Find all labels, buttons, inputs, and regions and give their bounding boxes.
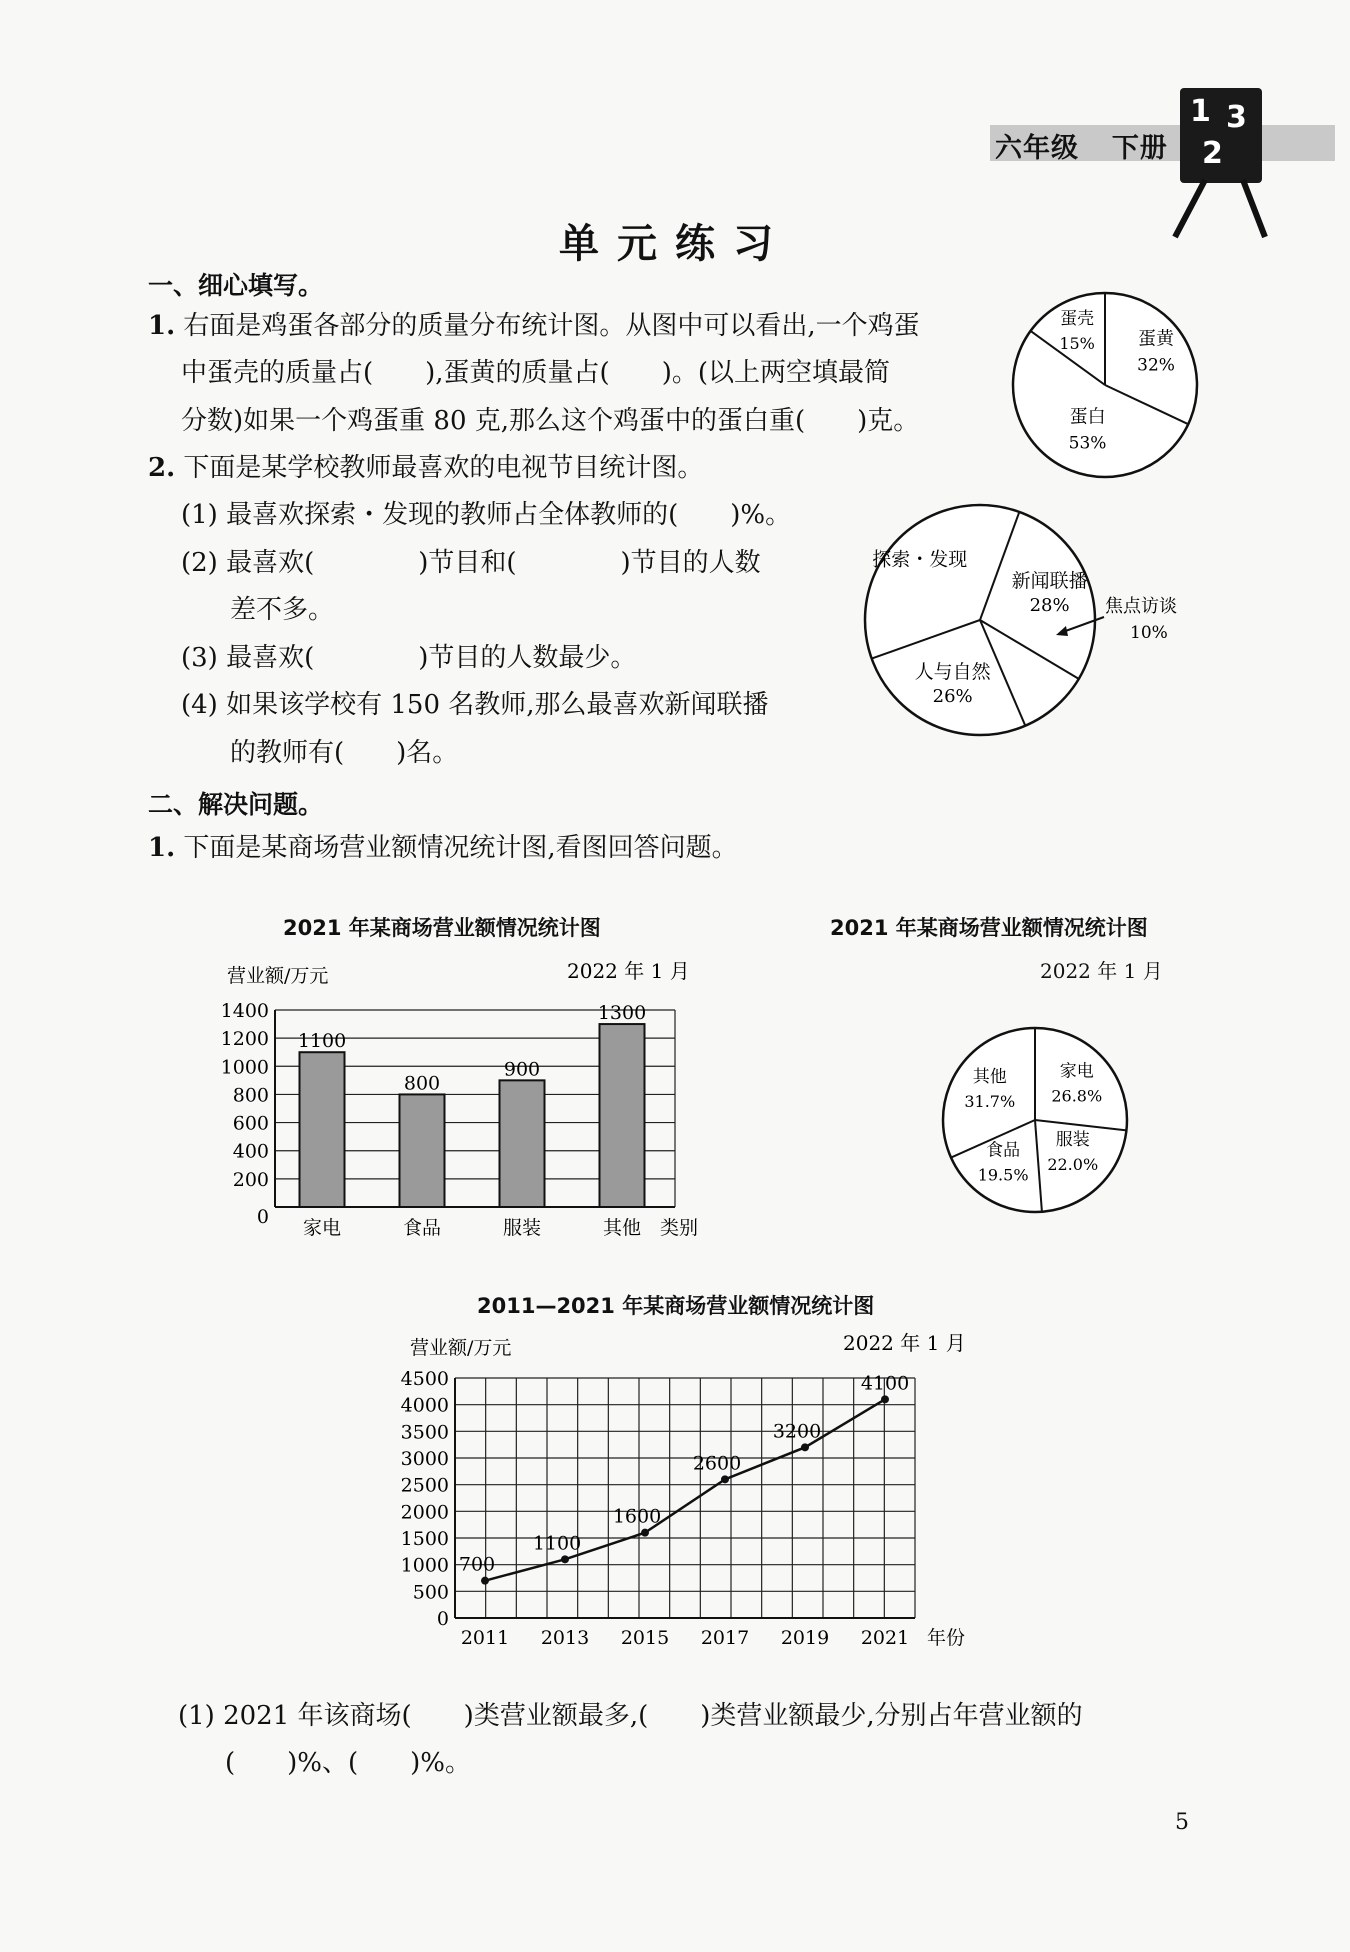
- q2-item-2: (2) 最喜欢( )节目和( )节目的人数: [181, 548, 761, 578]
- q2-intro: 下面是某学校教师最喜欢的电视节目统计图。: [183, 453, 704, 483]
- bar-chart-ytick: 1400: [220, 1000, 269, 1022]
- bar-chart-ytick: 0: [256, 1206, 269, 1228]
- bar-chart-bar: [400, 1094, 445, 1207]
- line-chart-ytick: 3000: [400, 1448, 449, 1470]
- q1-line-1: [148, 308, 920, 344]
- q2-item-4-cont: 的教师有( )名。: [230, 738, 459, 768]
- q1-text-1: 右面是鸡蛋各部分的质量分布统计图。从图中可以看出,一个鸡蛋: [183, 311, 920, 341]
- line-chart-point: [481, 1577, 489, 1585]
- line-chart-xlabel: 年份: [927, 1627, 966, 1649]
- sales-pie-value: 19.5%: [977, 1165, 1029, 1185]
- line-chart-ytick: 500: [412, 1581, 449, 1604]
- s2-sub1-line-2: ( )%、( )%。: [225, 1748, 471, 1778]
- q1-number: 1.: [148, 311, 176, 341]
- line-chart-title: 2011—2021 年某商场营业额情况统计图: [477, 1294, 875, 1318]
- bar-chart-data-label: 800: [403, 1072, 441, 1095]
- q2-intro-line: [148, 450, 703, 486]
- egg-pie-chart: [1000, 285, 1210, 485]
- line-chart-point: [881, 1395, 889, 1403]
- line-chart-ytick: 1500: [400, 1528, 449, 1550]
- line-chart-xtick: 2013: [540, 1627, 590, 1649]
- bar-chart-ylabel: 营业额/万元: [227, 965, 329, 987]
- sales-pie-date: 2022 年 1 月: [1040, 959, 1163, 983]
- bar-chart-data-label: 1300: [597, 1002, 647, 1025]
- bar-chart-category-label: 其他: [602, 1217, 642, 1239]
- tv-pie-label: 人与自然: [914, 660, 991, 683]
- line-chart: [395, 1320, 995, 1660]
- egg-pie-value: 32%: [1137, 355, 1175, 376]
- logo-number-1: 1: [1190, 94, 1211, 129]
- line-chart-xtick: 2015: [620, 1627, 670, 1649]
- sales-pie-label: 其他: [972, 1066, 1007, 1087]
- tv-pie-value: 26%: [932, 685, 973, 707]
- section2-heading: 二、解决问题。: [148, 790, 324, 819]
- line-chart-date: 2022 年 1 月: [843, 1331, 966, 1355]
- logo-number-3: 3: [1226, 100, 1247, 135]
- bar-chart-ytick: 800: [232, 1084, 269, 1107]
- line-chart-data-label: 2600: [692, 1452, 742, 1475]
- sales-pie-title: 2021 年某商场营业额情况统计图: [830, 916, 1148, 940]
- egg-pie-label: 蛋壳: [1060, 309, 1095, 330]
- line-chart-ytick: 3500: [400, 1421, 449, 1444]
- line-chart-xtick: 2017: [700, 1627, 750, 1649]
- q2-item-4: (4) 如果该学校有 150 名教师,那么最喜欢新闻联播: [181, 690, 769, 720]
- bar-chart-ytick: 1200: [220, 1028, 269, 1051]
- line-chart-point: [721, 1475, 729, 1483]
- tv-pie-value: 10%: [1130, 623, 1168, 643]
- bar-chart-xlabel: 类别: [660, 1217, 699, 1239]
- bar-chart-ytick: 600: [232, 1112, 269, 1135]
- q1-line-3: 分数)如果一个鸡蛋重 80 克,那么这个鸡蛋中的蛋白重( )克。: [181, 406, 920, 436]
- s2-q1-line: [148, 830, 738, 866]
- sales-pie-chart: [935, 1020, 1135, 1220]
- s2-q1-intro: 下面是某商场营业额情况统计图,看图回答问题。: [183, 833, 738, 863]
- line-chart-ytick: 4000: [400, 1394, 449, 1417]
- line-chart-data-label: 700: [458, 1553, 496, 1576]
- egg-pie-label: 蛋黄: [1138, 328, 1175, 350]
- bar-chart-bar: [500, 1080, 545, 1207]
- line-chart-data-label: 3200: [772, 1420, 822, 1443]
- q2-item-2-cont: 差不多。: [230, 595, 335, 625]
- tv-pie-label: 新闻联播: [1011, 569, 1088, 592]
- grade-label: [995, 126, 1168, 165]
- grade-text: 六年级: [995, 133, 1079, 164]
- page-title: 单元练习: [559, 221, 791, 267]
- bar-chart: [215, 945, 725, 1245]
- line-chart-ytick: 1000: [400, 1554, 449, 1577]
- sales-pie-label: 服装: [1055, 1130, 1090, 1151]
- q2-number: 2.: [148, 453, 176, 483]
- sales-pie-value: 31.7%: [964, 1091, 1016, 1111]
- bar-chart-category-label: 家电: [302, 1217, 342, 1239]
- line-chart-ylabel: 营业额/万元: [410, 1337, 512, 1359]
- bar-chart-bar: [300, 1052, 345, 1207]
- egg-pie-label: 蛋白: [1069, 406, 1106, 428]
- sales-pie-label: 食品: [986, 1140, 1021, 1161]
- line-chart-xtick: 2019: [780, 1627, 830, 1649]
- sales-pie-value: 26.8%: [1051, 1086, 1103, 1106]
- egg-pie-value: 53%: [1068, 433, 1107, 454]
- s2-q1-number: 1.: [148, 833, 176, 863]
- tv-pie-value: 28%: [1029, 594, 1070, 616]
- q2-item-3: (3) 最喜欢( )节目的人数最少。: [181, 643, 637, 673]
- line-chart-data-label: 1100: [532, 1532, 582, 1555]
- bar-chart-ytick: 200: [232, 1168, 269, 1191]
- bar-chart-data-label: 1100: [297, 1030, 347, 1053]
- bar-chart-data-label: 900: [503, 1058, 541, 1081]
- bar-chart-date: 2022 年 1 月: [567, 959, 690, 983]
- bar-chart-bar: [600, 1024, 645, 1207]
- logo-number-2: 2: [1202, 136, 1223, 171]
- line-chart-ytick: 0: [436, 1608, 449, 1630]
- section1-heading: 一、细心填写。: [148, 271, 324, 300]
- bar-chart-ytick: 1000: [220, 1056, 269, 1079]
- q2-item-1: (1) 最喜欢探索・发现的教师占全体教师的( )%。: [181, 500, 792, 530]
- line-chart-point: [561, 1555, 569, 1563]
- s2-sub1-line-1: (1) 2021 年该商场( )类营业额最多,( )类营业额最少,分别占年营业额的: [178, 1701, 1083, 1731]
- bar-chart-ytick: 400: [232, 1140, 269, 1163]
- line-chart-xtick: 2011: [460, 1627, 510, 1649]
- tv-pie-label: 焦点访谈: [1105, 596, 1177, 617]
- volume-text: 下册: [1111, 133, 1168, 164]
- line-chart-ytick: 2500: [400, 1474, 449, 1497]
- blackboard-logo-icon: [1180, 88, 1262, 183]
- line-chart-data-label: 1600: [612, 1505, 662, 1528]
- line-chart-data-label: 4100: [860, 1372, 910, 1395]
- bar-chart-category-label: 食品: [402, 1217, 442, 1239]
- egg-pie-value: 15%: [1059, 334, 1095, 354]
- q1-line-2: 中蛋壳的质量占( ),蛋黄的质量占( )。(以上两空填最简: [181, 358, 890, 388]
- sales-pie-value: 22.0%: [1047, 1155, 1099, 1175]
- line-chart-xtick: 2021: [860, 1627, 910, 1649]
- line-chart-point: [801, 1443, 809, 1451]
- sales-pie-label: 家电: [1059, 1061, 1094, 1082]
- line-chart-ytick: 2000: [400, 1501, 449, 1524]
- tv-pie-label: 探索・发现: [872, 548, 968, 571]
- bar-chart-category-label: 服装: [502, 1217, 542, 1239]
- page-number: 5: [1175, 1810, 1189, 1835]
- tv-pie-chart: [850, 495, 1210, 745]
- line-chart-point: [641, 1529, 649, 1537]
- line-chart-ytick: 4500: [400, 1368, 449, 1390]
- bar-chart-title: 2021 年某商场营业额情况统计图: [283, 916, 601, 940]
